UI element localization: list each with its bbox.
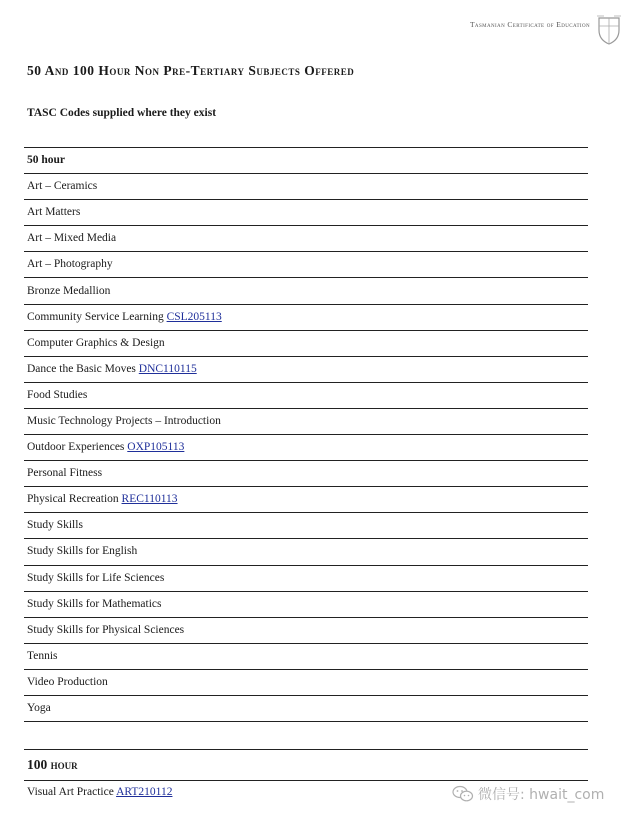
subject-name: Study Skills for Life Sciences <box>27 571 165 584</box>
page-title: 50 And 100 Hour Non Pre-Tertiary Subjects Offered <box>27 63 355 78</box>
subject-name: Art – Ceramics <box>27 180 98 193</box>
table-row <box>24 461 588 487</box>
subject-name: Study Skills for Mathematics <box>27 597 162 610</box>
subject-name: Bronze Medallion <box>27 284 111 297</box>
subject-cell <box>24 565 588 591</box>
subject-cell <box>24 304 588 330</box>
subject-name: Computer Graphics & Design <box>27 336 165 349</box>
table-row <box>24 591 588 617</box>
subject-name: Food Studies <box>27 388 88 401</box>
header-brand: Tasmanian Certificate of Education <box>469 20 590 29</box>
subject-name: Art – Photography <box>27 258 113 271</box>
section-50-heading: 50 hour <box>24 148 588 174</box>
subject-cell <box>24 330 588 356</box>
subject-cell <box>24 174 588 200</box>
table-row <box>24 617 588 643</box>
table-row <box>24 200 588 226</box>
table-row <box>24 226 588 252</box>
tasc-code-link[interactable]: CSL205113 <box>166 310 222 323</box>
subject-cell <box>24 435 588 461</box>
subject-cell <box>24 408 588 434</box>
subject-cell <box>24 591 588 617</box>
table-row <box>24 174 588 200</box>
subject-name: Study Skills for Physical Sciences <box>27 623 185 636</box>
page-subtitle: TASC Codes supplied where they exist <box>27 107 217 119</box>
subject-name: Dance the Basic Moves <box>27 362 139 375</box>
subject-cell <box>24 513 588 539</box>
subject-cell <box>24 643 588 669</box>
tasc-code-link[interactable]: ART210112 <box>116 786 173 798</box>
subjects-50-table <box>24 147 588 722</box>
subject-name: Music Technology Projects – Introduction <box>27 414 221 427</box>
subject-name: Yoga <box>27 702 51 715</box>
watermark-text: 微信号: hwait_com <box>478 787 605 803</box>
table-row <box>24 356 588 382</box>
table-row <box>24 565 588 591</box>
table-row <box>24 252 588 278</box>
section-100-heading-row <box>24 750 588 781</box>
subject-name: Art – Mixed Media <box>27 232 117 245</box>
subject-cell <box>24 695 588 721</box>
tasc-code-link[interactable]: DNC110115 <box>138 362 197 375</box>
table-row <box>24 669 588 695</box>
table-row <box>24 643 588 669</box>
subject-name: Visual Art Practice <box>27 786 117 798</box>
subject-name: Study Skills for English <box>27 545 138 558</box>
table-row <box>24 487 588 513</box>
section-50-heading-row <box>24 148 588 174</box>
subject-cell <box>24 669 588 695</box>
table-row <box>24 435 588 461</box>
watermark <box>452 784 604 804</box>
subject-name: Outdoor Experiences <box>27 441 128 454</box>
table-row <box>24 539 588 565</box>
subject-name: Art Matters <box>27 206 81 219</box>
wechat-icon <box>452 785 474 803</box>
subject-cell <box>24 226 588 252</box>
table-row <box>24 695 588 721</box>
section-100-heading: 100 hour <box>24 750 588 781</box>
table-row <box>24 382 588 408</box>
subject-cell <box>24 382 588 408</box>
subject-cell <box>24 252 588 278</box>
subject-name: Tennis <box>27 649 58 662</box>
subject-name: Physical Recreation <box>27 493 122 506</box>
subject-cell <box>24 539 588 565</box>
subject-cell <box>24 617 588 643</box>
subject-name: Video Production <box>27 675 108 688</box>
subject-cell <box>24 487 588 513</box>
subject-name: Community Service Learning <box>27 310 167 323</box>
table-row <box>24 408 588 434</box>
subject-cell <box>24 461 588 487</box>
table-row <box>24 513 588 539</box>
table-row <box>24 304 588 330</box>
subject-cell <box>24 278 588 304</box>
crest-icon <box>596 14 622 46</box>
subject-cell <box>24 200 588 226</box>
subject-name: Personal Fitness <box>27 467 103 480</box>
tasc-code-link[interactable]: REC110113 <box>121 493 178 506</box>
subject-name: Study Skills <box>27 519 83 532</box>
tasc-code-link[interactable]: OXP105113 <box>127 441 185 454</box>
table-row <box>24 330 588 356</box>
table-row <box>24 278 588 304</box>
subject-cell <box>24 356 588 382</box>
